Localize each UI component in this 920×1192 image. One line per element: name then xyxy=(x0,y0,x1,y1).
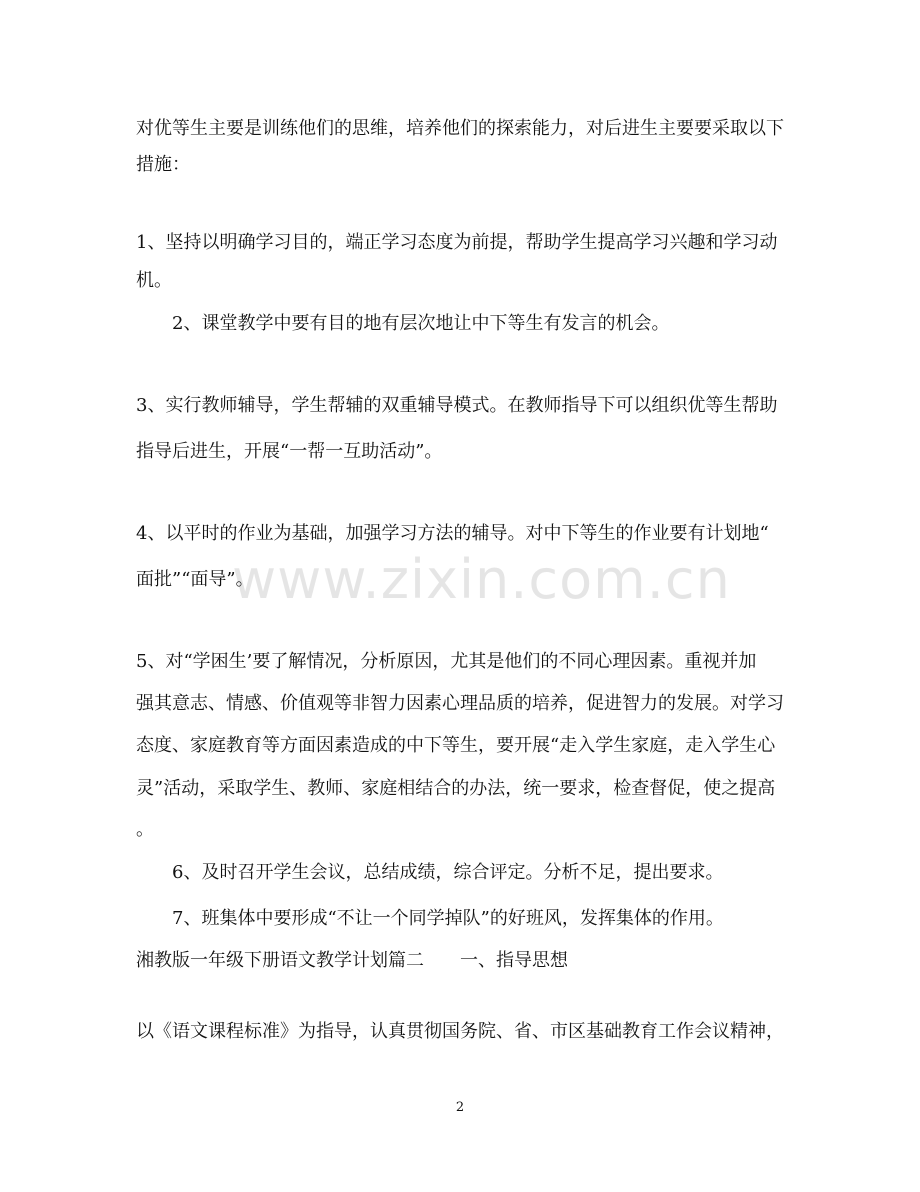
list-item-4-line: 4、以平时的作业为基础，加强学习方法的辅导。对中下等生的作业要有计划地“ xyxy=(136,523,769,544)
list-item-5-line: 灵”活动，采取学生、教师、家庭相结合的办法，统一要求，检查督促，使之提高 xyxy=(136,778,776,799)
body-line: 措施： xyxy=(136,154,190,175)
body-line: 以《语文课程标准》为指导，认真贯彻国务院、省、市区基础教育工作会议精神， xyxy=(136,1021,784,1042)
list-item-1-line: 机。 xyxy=(136,270,172,291)
list-item-2-line: 2、课堂教学中要有目的地有层次地让中下等生有发言的机会。 xyxy=(172,313,670,334)
section-heading: 湘教版一年级下册语文教学计划篇二 一、指导思想 xyxy=(136,950,568,971)
list-item-7-line: 7、班集体中要形成“不让一个同学掉队”的好班风，发挥集体的作用。 xyxy=(172,908,724,929)
list-item-6-line: 6、及时召开学生会议，总结成绩，综合评定。分析不足，提出要求。 xyxy=(172,862,724,883)
body-line: 对优等生主要是训练他们的思维，培养他们的探索能力，对后进生主要要采取以下 xyxy=(136,118,784,139)
list-item-5-line: 。 xyxy=(136,819,154,840)
page-number: 2 xyxy=(455,1100,465,1115)
list-item-5-line: 态度、家庭教育等方面因素造成的中下等生，要开展“走入学生家庭，走入学生心 xyxy=(136,735,776,756)
watermark: www.zixin.com.cn xyxy=(232,548,731,611)
list-item-4-line: 面批”“面导”。 xyxy=(136,569,254,590)
list-item-1-line: 1、坚持以明确学习目的，端正学习态度为前提，帮助学生提高学习兴趣和学习动 xyxy=(136,232,778,253)
list-item-5-line: 5、对“学困生’要了解情况，分析原因，尤其是他们的不同心理因素。重视并加 xyxy=(136,651,757,672)
list-item-5-line: 强其意志、情感、价值观等非智力因素心理品质的培养，促进智力的发展。对学习 xyxy=(136,693,784,714)
list-item-3-line: 指导后进生，开展“一帮一互助活动”。 xyxy=(136,441,443,462)
list-item-3-line: 3、实行教师辅导，学生帮辅的双重辅导模式。在教师指导下可以组织优等生帮助 xyxy=(136,395,778,416)
